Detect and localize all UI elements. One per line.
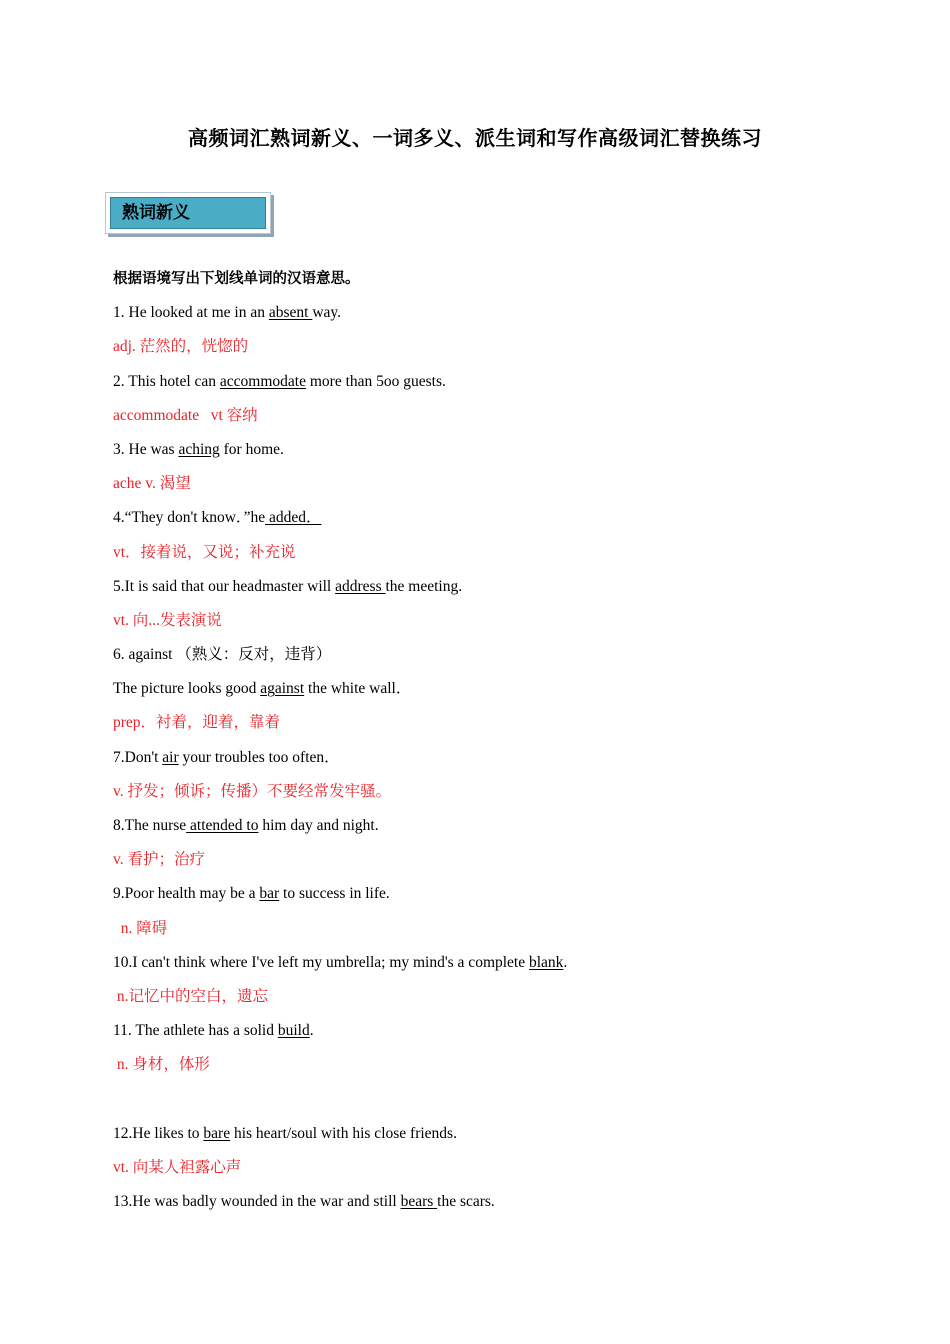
- underlined-word: build: [277, 1022, 310, 1040]
- sentence-prefix: 2. This hotel can: [113, 372, 220, 390]
- sentence-suffix: more than 5oo guests.: [305, 372, 446, 390]
- underlined-word: accommodate: [219, 372, 306, 390]
- sentence-prefix: 8.The nurse: [113, 817, 187, 834]
- sentence-suffix: .: [563, 953, 568, 971]
- question-sentence: [113, 433, 893, 467]
- answer-text: accommodate vt 容纳: [113, 406, 258, 424]
- sentence-prefix: 11. The athlete has a solid: [113, 1022, 278, 1040]
- underlined-word: bar: [259, 885, 280, 903]
- answer-text: ache v. 渴望: [113, 475, 191, 493]
- question-sentence: [113, 296, 893, 330]
- underlined-word: aching: [178, 440, 220, 458]
- question-sentence: [113, 741, 893, 775]
- underlined-word: address: [335, 577, 386, 595]
- sentence-suffix: to success in life.: [279, 885, 390, 903]
- section-header-box: [105, 192, 271, 234]
- question-sentence: [113, 1117, 893, 1151]
- sentence-prefix: 7.Don't: [113, 748, 163, 766]
- sentence-prefix: 10.I can't think where I've left my umbrella; my mind's a complete: [113, 953, 529, 971]
- answer-text: prep．衬着，迎着，靠着: [113, 714, 281, 732]
- sentence-prefix: 12.He likes to: [113, 1124, 204, 1142]
- question-sentence: [113, 570, 893, 604]
- answer-text: vt. 向某人袒露心声: [113, 1158, 242, 1176]
- answer-text: v. 看护；治疗: [113, 851, 205, 869]
- section-heading: 熟词新义: [110, 197, 266, 229]
- sentence-suffix: the meeting.: [385, 577, 463, 595]
- question-sentence: [113, 672, 893, 706]
- sentence-prefix: The picture looks good: [113, 680, 261, 698]
- underlined-word: bears: [400, 1193, 438, 1211]
- sentence-prefix: 5.It is said that our headmaster will: [113, 577, 336, 595]
- sentence-suffix: his heart/soul with his close friends.: [230, 1124, 457, 1142]
- sentence-suffix: him day and night.: [258, 817, 379, 834]
- document-title: 高频词汇熟词新义、一词多义、派生词和写作高级词汇替换练习: [188, 126, 762, 150]
- sentence-suffix: for home.: [219, 440, 284, 458]
- underlined-word: attended to: [186, 817, 259, 834]
- question-sentence: [113, 501, 893, 535]
- sentence-suffix: the white wall．: [304, 680, 412, 698]
- question-sentence: [113, 877, 893, 911]
- sentence-prefix: 1. He looked at me in an: [113, 304, 269, 322]
- sentence-prefix: 9.Poor health may be a: [113, 885, 260, 903]
- blank-spacer: [113, 1083, 893, 1117]
- underlined-word: bare: [203, 1124, 231, 1142]
- answer-text: n. 身材，体形: [113, 1056, 210, 1074]
- item-heading: 6. against （熟义：反对，违背）: [113, 646, 332, 664]
- underlined-word: against: [260, 680, 305, 698]
- exercise-list: [113, 262, 893, 1219]
- answer-text: n.记忆中的空白，遗忘: [113, 987, 269, 1005]
- instruction-text: 根据语境写出下划线单词的汉语意思。: [113, 271, 360, 287]
- sentence-prefix: 13.He was badly wounded in the war and still: [113, 1193, 401, 1211]
- underlined-word: added．: [265, 509, 322, 527]
- question-sentence: [113, 809, 893, 843]
- question-sentence: [113, 1014, 893, 1048]
- sentence-suffix: way.: [312, 304, 342, 322]
- question-sentence: [113, 946, 893, 980]
- sentence-prefix: 4.“They don't know．”he: [113, 509, 266, 527]
- sentence-suffix: your troubles too often．: [178, 748, 340, 766]
- answer-text: vt. 向...发表演说: [113, 611, 222, 629]
- underlined-word: air: [162, 748, 179, 766]
- answer-text: v. 抒发；倾诉；传播）不要经常发牢骚。: [113, 782, 391, 800]
- answer-text: n. 障碍: [113, 919, 168, 937]
- underlined-word: absent: [268, 304, 313, 322]
- underlined-word: blank: [529, 953, 564, 971]
- answer-text: vt．接着说，又说；补充说: [113, 543, 296, 561]
- question-sentence: [113, 365, 893, 399]
- sentence-prefix: 3. He was: [113, 440, 179, 458]
- sentence-suffix: .: [309, 1022, 314, 1040]
- question-sentence: [113, 1185, 893, 1219]
- sentence-suffix: the scars.: [437, 1193, 495, 1211]
- answer-text: adj. 茫然的，恍惚的: [113, 338, 249, 356]
